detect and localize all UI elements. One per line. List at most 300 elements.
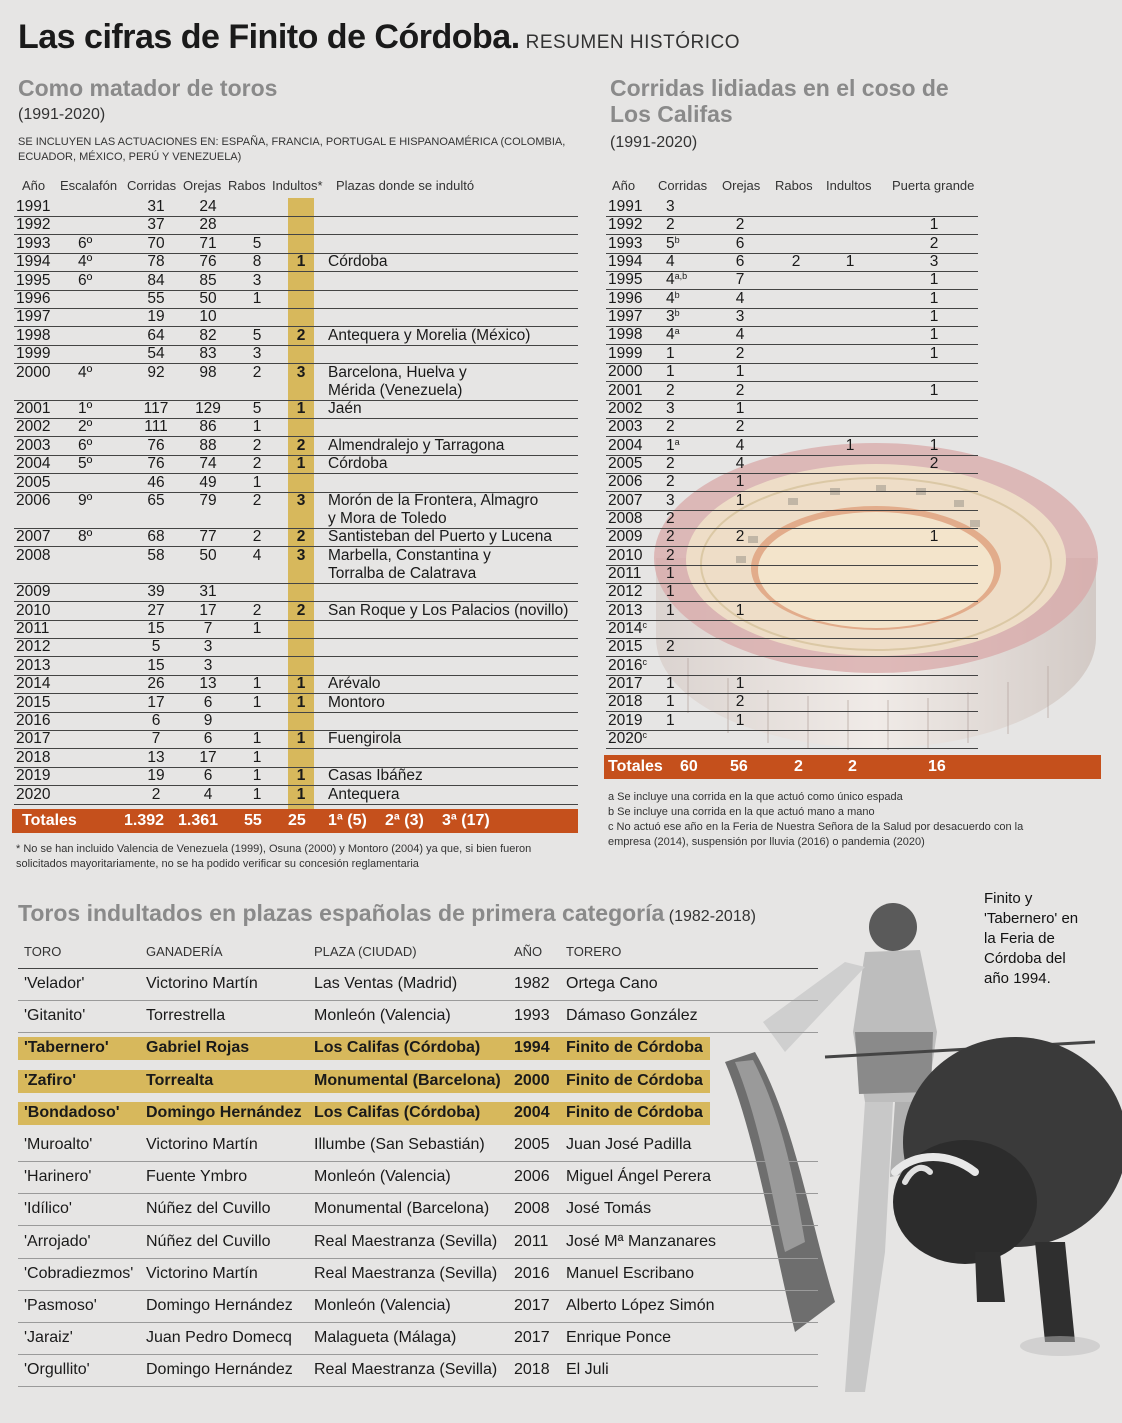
corridas-cell: 39 <box>147 583 165 601</box>
orejas-cell: 77 <box>199 528 217 546</box>
indultados-row <box>18 1259 818 1291</box>
indultos-cell: 1 <box>296 253 306 271</box>
corridas-cell: 65 <box>147 492 165 509</box>
orejas-cell: 76 <box>199 253 217 271</box>
orejas-cell: 6 <box>203 730 213 748</box>
year-cell: 2018 <box>16 748 51 766</box>
title-subtitle: RESUMEN HISTÓRICO <box>525 32 740 53</box>
califas-row <box>606 473 978 492</box>
plaza-cell: Los Califas (Córdoba) <box>314 1039 481 1057</box>
corridas-cell: 31 <box>147 198 165 215</box>
rabos-cell: 8 <box>252 253 262 271</box>
corridas-footnote-mark: a,b <box>674 271 688 282</box>
corridas-cell: 70 <box>147 234 165 252</box>
anio-cell: 2000 <box>514 1071 550 1089</box>
indultos-cell: 1 <box>296 785 306 803</box>
anio-cell: 1993 <box>514 1007 550 1025</box>
year-cell: 1996 <box>16 290 51 307</box>
col-header: Rabos <box>228 178 266 193</box>
indultos-cell: 1 <box>296 693 306 711</box>
corridas-cell: 111 <box>144 418 168 436</box>
califas-row <box>606 271 978 290</box>
matador-footnote: * No se han incluido Valencia de Venezuela (1999), Osuna (2000) y Montoro (2004) ya que, si bien fueron solicitados mayoritariamente, no se ha podido verificar su concesión reglamentaria <box>16 843 532 870</box>
year-cell: 2017 <box>16 730 51 748</box>
totals-orejas: 56 <box>730 758 748 775</box>
year-cell: 2000 <box>608 363 643 381</box>
puerta-grande-cell: 1 <box>929 308 939 326</box>
corridas-cell: 5 <box>151 638 161 656</box>
corridas-cell: 3$^b$ <box>666 308 680 326</box>
toro-cell: 'Velador' <box>24 975 85 992</box>
plaza-cell: Monleón (Valencia) <box>314 1297 451 1314</box>
matador-row <box>14 638 578 657</box>
totals-indultos: 2 <box>848 758 857 775</box>
matador-row <box>14 253 578 272</box>
corridas-footnote-mark: b <box>674 289 680 300</box>
year-cell: 2008 <box>16 546 51 564</box>
ganaderia-cell: Gabriel Rojas <box>146 1039 250 1057</box>
indultos-cell: 1 <box>296 675 306 693</box>
matador-row <box>14 620 578 639</box>
rabos-cell: 2 <box>791 253 801 271</box>
corridas-cell: 4$^b$ <box>666 289 680 307</box>
orejas-cell: 3 <box>203 656 213 674</box>
matador-row <box>14 583 578 602</box>
ganaderia-cell: Victorino Martín <box>146 1264 258 1282</box>
matador-row <box>14 547 578 584</box>
califas-row <box>606 437 978 456</box>
totals-plaza-3: 3ª (17) <box>442 812 490 829</box>
corridas-cell: 17 <box>147 693 165 711</box>
corridas-cell: 1 <box>666 565 675 582</box>
corridas-cell: 1 <box>666 675 675 693</box>
plazas-cell: Montoro <box>328 693 385 711</box>
puerta-grande-cell: 2 <box>929 234 939 252</box>
ganaderia-cell: Núñez del Cuvillo <box>146 1232 271 1250</box>
year-cell: 2001 <box>16 400 51 417</box>
califas-row <box>606 528 978 547</box>
corridas-cell: 13 <box>147 748 165 766</box>
corridas-cell: 1 <box>666 363 675 381</box>
note-b: b Se incluye una corrida en la que actuó mano a mano <box>608 806 875 818</box>
year-cell: 2004 <box>608 436 643 454</box>
orejas-cell: 1 <box>735 675 745 693</box>
year-cell: 1992 <box>608 216 643 234</box>
califas-row <box>606 382 978 401</box>
indultos-cell: 1 <box>296 730 306 748</box>
corridas-cell: 2 <box>666 454 675 472</box>
orejas-cell: 49 <box>199 473 217 491</box>
year-cell: 2010 <box>608 546 643 564</box>
matador-row <box>14 474 578 493</box>
year-cell: 2019 <box>16 767 51 785</box>
totals-orejas: 1.361 <box>178 812 219 829</box>
year-cell: 2015 <box>16 693 51 711</box>
toro-cell: 'Jaraiz' <box>24 1329 73 1347</box>
matador-row <box>14 308 578 327</box>
toro-cell: 'Orgullito' <box>24 1361 90 1379</box>
year-cell: 2014 <box>16 675 51 693</box>
matador-row <box>14 437 578 456</box>
ganaderia-cell: Domingo Hernández <box>146 1297 293 1314</box>
year-footnote-mark: c <box>642 656 647 667</box>
anio-cell: 1994 <box>514 1039 550 1057</box>
plazas-cell: Jaén <box>328 400 362 417</box>
toro-cell: 'Arrojado' <box>24 1232 91 1250</box>
indultos-cell: 2 <box>296 436 306 454</box>
califas-row <box>606 602 978 621</box>
matador-row <box>14 602 578 621</box>
orejas-cell: 10 <box>199 308 217 326</box>
corridas-cell: 1 <box>666 711 675 729</box>
indultos-cell: 2 <box>296 326 306 344</box>
year-cell: 2006 <box>16 492 51 509</box>
orejas-cell: 6 <box>203 693 213 711</box>
plazas-cell: Fuengirola <box>328 730 402 748</box>
indultados-row <box>18 1323 818 1355</box>
orejas-cell: 4 <box>203 785 213 803</box>
corridas-cell: 2 <box>666 418 675 436</box>
col-header: AÑO <box>514 944 543 959</box>
orejas-cell: 2 <box>735 216 745 234</box>
corridas-cell: 2 <box>666 546 675 564</box>
matador-row <box>14 235 578 254</box>
corridas-cell: 2 <box>666 473 675 491</box>
totals-rabos: 55 <box>244 812 262 829</box>
caption-line: la Feria de <box>984 930 1055 947</box>
toro-cell: 'Cobradiezmos' <box>24 1264 134 1282</box>
torero-cell: Finito de Córdoba <box>566 1071 703 1089</box>
year-cell: 2007 <box>16 528 51 546</box>
torero-cell: Enrique Ponce <box>566 1329 671 1347</box>
totals-plaza-1: 1ª (5) <box>328 812 367 829</box>
anio-cell: 2008 <box>514 1200 550 1218</box>
year-cell: 2000 <box>16 363 51 381</box>
puerta-grande-cell: 1 <box>929 381 939 399</box>
califas-row <box>606 730 978 749</box>
califas-row <box>606 363 978 382</box>
plaza-cell: Monumental (Barcelona) <box>314 1200 490 1218</box>
corridas-cell: 3 <box>666 399 675 417</box>
page-title <box>18 18 740 57</box>
col-header: PLAZA (CIUDAD) <box>314 944 417 959</box>
califas-row <box>606 326 978 345</box>
orejas-cell: 1 <box>735 711 745 729</box>
corridas-cell: 27 <box>147 601 165 619</box>
matador-section-title: Como matador de toros <box>18 75 278 101</box>
year-cell: 1999 <box>608 344 643 362</box>
califas-row <box>606 308 978 327</box>
orejas-cell: 9 <box>203 712 213 729</box>
califas-row <box>606 253 978 272</box>
totals-label: Totales <box>22 812 77 829</box>
matador-row <box>14 712 578 731</box>
califas-row <box>606 290 978 309</box>
corridas-cell: 3 <box>666 198 675 215</box>
rabos-cell: 3 <box>252 271 262 289</box>
escalafon-cell: 6º <box>78 436 93 454</box>
year-cell: 2018 <box>608 693 643 711</box>
indultos-cell: 2 <box>296 528 306 546</box>
plaza-cell: Real Maestranza (Sevilla) <box>314 1232 498 1250</box>
year-cell: 2002 <box>608 399 643 417</box>
plaza-cell: Malagueta (Málaga) <box>314 1329 457 1347</box>
rabos-cell: 5 <box>252 234 262 252</box>
corridas-cell: 76 <box>147 455 165 473</box>
rabos-cell: 1 <box>252 418 262 436</box>
year-cell: 2009 <box>608 528 643 546</box>
plaza-cell: Monleón (Valencia) <box>314 1168 451 1186</box>
orejas-cell: 88 <box>199 436 217 454</box>
califas-row <box>606 620 978 639</box>
orejas-cell: 2 <box>735 344 745 362</box>
year-cell: 2005 <box>16 473 51 491</box>
torero-cell: Manuel Escribano <box>566 1264 695 1282</box>
escalafon-cell: 6º <box>78 271 93 289</box>
indultados-row <box>18 1001 818 1033</box>
torero-cell: Juan José Padilla <box>566 1136 692 1153</box>
indultados-row <box>18 1291 818 1323</box>
year-cell: 1997 <box>608 308 643 326</box>
ganaderia-cell: Núñez del Cuvillo <box>146 1200 271 1218</box>
matador-note: SE INCLUYEN LAS ACTUACIONES EN: ESPAÑA, FRANCIA, PORTUGAL E HISPANOAMÉRICA (COLOMBIA, ECUADOR, MÉXICO, PERÚ Y VENEZUELA) <box>18 136 566 163</box>
orejas-cell: 7 <box>203 620 213 637</box>
plaza-cell: Real Maestranza (Sevilla) <box>314 1361 498 1379</box>
orejas-cell: 98 <box>199 363 217 381</box>
rabos-cell: 5 <box>252 326 262 344</box>
ganaderia-cell: Victorino Martín <box>146 1136 258 1153</box>
year-cell: 1994 <box>608 253 643 271</box>
plazas-cell: San Roque y Los Palacios (novillo) <box>328 601 569 619</box>
year-cell: 2012 <box>608 583 643 601</box>
torero-cell: Finito de Córdoba <box>566 1103 703 1121</box>
orejas-cell: 13 <box>199 675 217 693</box>
year-cell: 2002 <box>16 418 51 436</box>
matador-row <box>14 216 578 235</box>
anio-cell: 2016 <box>514 1264 550 1282</box>
corridas-footnote-mark: b <box>674 234 680 245</box>
corridas-cell: 37 <box>147 216 165 234</box>
corridas-cell: 26 <box>147 675 165 693</box>
year-cell: 2013 <box>608 601 643 619</box>
corridas-cell: 46 <box>147 473 165 491</box>
toro-cell: 'Muroalto' <box>24 1136 93 1153</box>
torero-cell: José Mª Manzanares <box>566 1232 716 1250</box>
toro-cell: 'Tabernero' <box>24 1039 109 1057</box>
totals-puerta: 16 <box>928 758 946 775</box>
orejas-cell: 1 <box>735 601 745 619</box>
plaza-cell: Los Califas (Córdoba) <box>314 1103 481 1121</box>
title-text: Las cifras de Finito de Córdoba. <box>18 18 520 56</box>
rabos-cell: 3 <box>252 345 262 363</box>
col-header: Orejas <box>183 178 222 193</box>
corridas-cell: 64 <box>147 326 165 344</box>
califas-row <box>606 455 978 474</box>
corridas-cell: 117 <box>143 400 169 417</box>
califas-title-line1: Corridas lidiadas en el coso de <box>610 75 949 101</box>
year-cell: 2012 <box>16 638 51 656</box>
totals-corridas: 1.392 <box>124 812 165 829</box>
escalafon-cell: 9º <box>78 492 93 509</box>
col-header: Año <box>612 178 636 193</box>
rabos-cell: 1 <box>252 730 262 748</box>
col-header: Plazas donde se indultó <box>336 178 475 193</box>
ganaderia-cell: Torrealta <box>146 1071 214 1089</box>
orejas-cell: 28 <box>199 216 217 234</box>
corridas-cell: 5$^b$ <box>666 234 680 252</box>
califas-section-title <box>610 75 949 127</box>
corridas-cell: 78 <box>147 253 165 271</box>
toro-cell: 'Harinero' <box>24 1168 92 1186</box>
year-cell: 2016$^c$ <box>608 656 647 674</box>
corridas-cell: 55 <box>147 290 165 307</box>
orejas-cell: 82 <box>199 326 217 344</box>
corridas-cell: 19 <box>147 308 165 326</box>
rabos-cell: 2 <box>252 492 262 509</box>
torero-cell: El Juli <box>566 1361 609 1379</box>
indultados-table-header <box>18 944 818 969</box>
col-header: Año <box>22 178 46 193</box>
orejas-cell: 31 <box>199 583 217 601</box>
indultos-cell: 1 <box>296 767 306 785</box>
escalafon-cell: 6º <box>78 234 93 252</box>
indultos-cell: 2 <box>296 601 306 619</box>
year-cell: 2006 <box>608 473 643 491</box>
torero-cell: Miguel Ángel Perera <box>566 1168 711 1186</box>
indultados-row <box>18 1130 818 1162</box>
corridas-cell: 6 <box>151 712 161 729</box>
year-cell: 2007 <box>608 491 643 509</box>
year-cell: 2003 <box>608 418 643 436</box>
year-footnote-mark: c <box>642 730 647 741</box>
torero-cell: Ortega Cano <box>566 975 658 992</box>
escalafon-cell: 2º <box>78 418 93 436</box>
corridas-cell: 4$^{a,b}$ <box>666 271 688 289</box>
totals-indultos: 25 <box>288 812 306 829</box>
orejas-cell: 17 <box>199 748 217 766</box>
matador-row <box>14 492 578 529</box>
califas-totals-bar <box>604 755 1101 779</box>
escalafon-cell: 4º <box>78 363 93 381</box>
puerta-grande-cell: 3 <box>929 253 939 271</box>
indultados-row <box>18 1355 818 1387</box>
year-cell: 1993 <box>608 234 643 252</box>
corridas-cell: 15 <box>147 620 165 637</box>
indultos-cell: 3 <box>296 546 306 564</box>
indultos-cell: 1 <box>296 455 306 473</box>
matador-row <box>14 675 578 694</box>
plazas-cell: Marbella, Constantina y <box>328 546 491 564</box>
ganaderia-cell: Domingo Hernández <box>146 1361 293 1379</box>
rabos-cell: 1 <box>252 785 262 803</box>
matador-row <box>14 400 578 419</box>
califas-row <box>606 547 978 566</box>
orejas-cell: 6 <box>735 253 745 271</box>
califas-row <box>606 675 978 694</box>
year-cell: 1998 <box>608 326 643 344</box>
year-cell: 1999 <box>16 345 51 363</box>
corridas-cell: 54 <box>147 345 165 363</box>
indultos-cell: 3 <box>296 492 306 509</box>
matador-row <box>14 345 578 364</box>
plazas-cell: Córdoba <box>328 455 388 473</box>
matador-period: (1991-2020) <box>18 106 106 123</box>
orejas-cell: 2 <box>735 528 745 546</box>
year-cell: 1997 <box>16 308 51 326</box>
plazas-cell: y Mora de Toledo <box>328 510 447 527</box>
toro-cell: 'Zafiro' <box>24 1071 77 1089</box>
rabos-cell: 2 <box>252 601 262 619</box>
indultados-title-text: Toros indultados en plazas españolas de primera categoría <box>18 900 665 926</box>
plazas-cell: Antequera y Morelia (México) <box>328 326 531 344</box>
corridas-cell: 2 <box>151 785 161 803</box>
totals-corridas: 60 <box>680 758 698 775</box>
plazas-cell: Almendralejo y Tarragona <box>328 436 505 454</box>
matador-row <box>14 290 578 309</box>
col-header: Indultos* <box>272 178 323 193</box>
plazas-cell: Arévalo <box>328 675 381 693</box>
califas-row <box>606 510 978 529</box>
califas-row <box>606 657 978 676</box>
orejas-cell: 74 <box>199 455 217 473</box>
orejas-cell: 2 <box>735 381 745 399</box>
califas-row <box>606 693 978 712</box>
plaza-cell: Monleón (Valencia) <box>314 1007 451 1025</box>
plazas-cell: Torralba de Calatrava <box>328 564 477 582</box>
note-a: a Se incluye una corrida en la que actuó como único espada <box>608 791 903 803</box>
ganaderia-cell: Victorino Martín <box>146 975 258 992</box>
indultos-cell: 1 <box>296 400 306 417</box>
corridas-cell: 2 <box>666 528 675 546</box>
anio-cell: 1982 <box>514 975 550 992</box>
caption-line: año 1994. <box>984 970 1051 987</box>
anio-cell: 2017 <box>514 1297 550 1314</box>
orejas-cell: 83 <box>199 345 217 363</box>
matador-row <box>14 528 578 547</box>
califas-row <box>606 418 978 437</box>
corridas-cell: 1 <box>666 693 675 711</box>
orejas-cell: 1 <box>735 399 745 417</box>
rabos-cell: 1 <box>252 748 262 766</box>
ganaderia-cell: Juan Pedro Domecq <box>146 1329 292 1347</box>
anio-cell: 2018 <box>514 1361 550 1379</box>
col-header: Puerta grande <box>892 178 975 193</box>
matador-row <box>14 198 578 217</box>
orejas-cell: 1 <box>735 491 745 509</box>
orejas-cell: 4 <box>735 454 745 472</box>
year-cell: 1994 <box>16 253 51 271</box>
matador-row <box>14 730 578 749</box>
califas-period: (1991-2020) <box>610 134 698 151</box>
torero-cell: Alberto López Simón <box>566 1297 715 1314</box>
torero-cell: Dámaso González <box>566 1007 698 1025</box>
corridas-cell: 76 <box>147 436 165 454</box>
year-cell: 2009 <box>16 583 51 601</box>
toro-cell: 'Idílico' <box>24 1200 72 1218</box>
rabos-cell: 2 <box>252 455 262 473</box>
califas-table-header <box>600 178 1100 198</box>
orejas-cell: 4 <box>735 436 745 454</box>
year-cell: 2019 <box>608 711 643 729</box>
orejas-cell: 50 <box>199 290 217 307</box>
indultos-cell: 1 <box>845 436 855 454</box>
puerta-grande-cell: 1 <box>929 216 939 234</box>
year-cell: 1998 <box>16 326 51 344</box>
toro-cell: 'Gitanito' <box>24 1007 86 1025</box>
orejas-cell: 6 <box>735 234 745 252</box>
corridas-cell: 1$^a$ <box>666 436 680 454</box>
year-cell: 1996 <box>608 289 643 307</box>
